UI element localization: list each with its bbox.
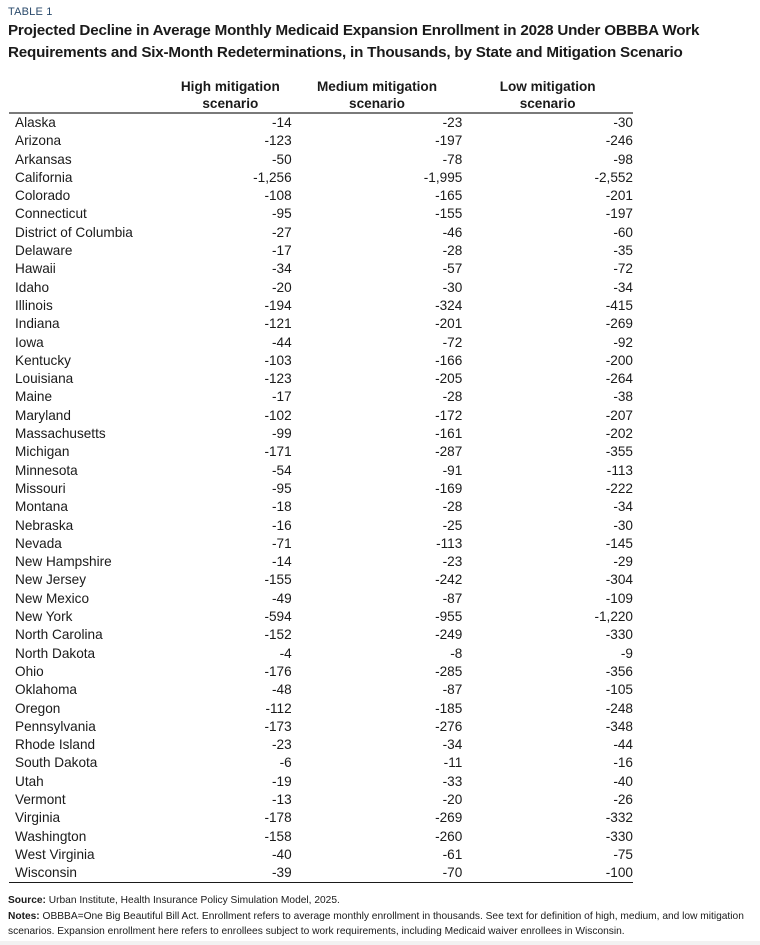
- state-name-cell: Montana: [15, 499, 68, 515]
- state-name-cell: Maine: [15, 389, 53, 405]
- low-mitigation-cell: -2,552: [594, 169, 633, 185]
- high-mitigation-cell: -121: [264, 316, 292, 332]
- medium-mitigation-cell: -166: [435, 352, 463, 368]
- table-row: [9, 370, 633, 388]
- low-mitigation-cell: -72: [613, 261, 633, 277]
- table-row: [9, 315, 633, 333]
- high-mitigation-cell: -48: [272, 682, 292, 698]
- medium-mitigation-cell: -23: [442, 115, 463, 130]
- low-mitigation-cell: -100: [462, 864, 633, 883]
- table-row: [9, 718, 633, 736]
- table-row: [9, 846, 633, 864]
- low-mitigation-cell: -60: [613, 224, 633, 240]
- notes-label: Notes:: [8, 910, 40, 922]
- table-row: [9, 334, 633, 352]
- medium-mitigation-cell: -28: [442, 243, 463, 259]
- state-name-cell: Arkansas: [15, 151, 72, 167]
- table-title: Projected Decline in Average Monthly Medicaid Expansion Enrollment in 2028 Under OBBBA Work Requirements and Six-Month Redeterminations, in Thousands, by State and Mitigation Scenario: [8, 22, 700, 61]
- page-bottom-band: [0, 941, 760, 945]
- table-row: [9, 480, 633, 498]
- high-mitigation-cell: -171: [264, 444, 292, 460]
- low-mitigation-cell: -207: [605, 407, 633, 423]
- data-table: [9, 78, 633, 883]
- notes: [8, 909, 758, 940]
- high-mitigation-cell: -54: [272, 462, 292, 478]
- medium-mitigation-cell: -8: [450, 645, 463, 661]
- state-name-cell: Illinois: [15, 297, 53, 313]
- low-mitigation-cell: -16: [613, 755, 633, 771]
- low-mitigation-cell: -269: [605, 316, 633, 332]
- source-text: Urban Institute, Health Insurance Policy Simulation Model, 2025.: [45, 895, 340, 906]
- medium-mitigation-cell: -20: [442, 791, 463, 807]
- table-row: [9, 425, 633, 443]
- high-mitigation-cell: -50: [272, 151, 292, 167]
- column-header-high: [169, 78, 292, 113]
- state-name-cell: Minnesota: [15, 462, 78, 478]
- high-mitigation-cell: -102: [264, 407, 292, 423]
- table-footer: [8, 893, 758, 940]
- table-row: [9, 809, 633, 827]
- table-row: [9, 571, 633, 589]
- low-mitigation-cell: -30: [613, 517, 633, 533]
- medium-mitigation-cell: -113: [436, 535, 463, 551]
- medium-mitigation-cell: -285: [435, 663, 463, 679]
- state-name-cell: North Dakota: [15, 645, 96, 661]
- low-mitigation-cell: -40: [613, 773, 633, 789]
- low-mitigation-cell: -75: [613, 846, 633, 862]
- state-name-cell: New Mexico: [15, 590, 90, 606]
- high-mitigation-cell: -173: [264, 718, 292, 734]
- low-mitigation-cell: -38: [613, 389, 633, 405]
- table-row: [9, 407, 633, 425]
- high-mitigation-cell: -19: [272, 773, 292, 789]
- high-mitigation-cell: -14: [272, 554, 292, 570]
- low-mitigation-cell: -34: [613, 499, 633, 515]
- table-row: [9, 553, 633, 571]
- high-mitigation-cell: -178: [264, 810, 292, 826]
- high-mitigation-cell: -23: [272, 737, 292, 753]
- low-mitigation-cell: -9: [620, 645, 633, 661]
- medium-mitigation-cell: -324: [435, 297, 463, 313]
- state-name-cell: North Carolina: [15, 627, 103, 643]
- medium-mitigation-cell: -72: [442, 334, 463, 350]
- low-mitigation-cell: -145: [605, 535, 633, 551]
- column-header-medium-line1: Medium mitigation: [316, 79, 438, 94]
- table-row: [9, 151, 633, 169]
- high-mitigation-cell: -27: [272, 224, 292, 240]
- low-mitigation-cell: -34: [613, 279, 633, 295]
- high-mitigation-cell: -71: [272, 535, 292, 551]
- high-mitigation-cell: -123: [264, 133, 292, 149]
- medium-mitigation-cell: -205: [435, 371, 463, 387]
- high-mitigation-cell: -158: [264, 828, 292, 844]
- low-mitigation-cell: -304: [605, 572, 633, 588]
- high-mitigation-cell: -16: [272, 517, 292, 533]
- medium-mitigation-cell: -197: [435, 133, 463, 149]
- table-row: [9, 498, 633, 516]
- low-mitigation-cell: -109: [605, 590, 633, 606]
- high-mitigation-cell: -194: [264, 297, 292, 313]
- low-mitigation-cell: -415: [605, 297, 633, 313]
- state-name-cell: Pennsylvania: [15, 718, 96, 734]
- state-name-cell: California: [15, 169, 73, 185]
- medium-mitigation-cell: -161: [435, 426, 463, 442]
- medium-mitigation-cell: -155: [435, 206, 463, 222]
- medium-mitigation-cell: -11: [443, 755, 463, 771]
- table-row: [9, 113, 633, 132]
- high-mitigation-cell: -34: [272, 261, 292, 277]
- medium-mitigation-cell: -242: [435, 572, 463, 588]
- high-mitigation-cell: -103: [264, 352, 292, 368]
- state-name-cell: Nevada: [15, 535, 62, 551]
- state-name-cell: Colorado: [15, 188, 71, 204]
- source-note: [8, 893, 758, 909]
- medium-mitigation-cell: -260: [435, 828, 463, 844]
- state-name-cell: Iowa: [15, 334, 44, 350]
- state-name-cell: Oregon: [15, 700, 61, 716]
- state-name-cell: Wisconsin: [9, 864, 169, 883]
- column-header-low: [462, 78, 633, 113]
- low-mitigation-cell: -332: [605, 810, 633, 826]
- state-name-cell: South Dakota: [15, 755, 98, 771]
- state-name-cell: Idaho: [15, 279, 50, 295]
- low-mitigation-cell: -246: [605, 133, 633, 149]
- low-mitigation-cell: -201: [605, 188, 633, 204]
- table-row: [9, 864, 633, 883]
- table-row: [9, 645, 633, 663]
- high-mitigation-cell: -95: [272, 206, 292, 222]
- state-name-cell: Louisiana: [15, 371, 74, 387]
- medium-mitigation-cell: -165: [435, 188, 463, 204]
- state-name-cell: Oklahoma: [15, 682, 77, 698]
- table-row: [9, 260, 633, 278]
- table-row: [9, 791, 633, 809]
- high-mitigation-cell: -112: [265, 700, 292, 716]
- medium-mitigation-cell: -57: [442, 261, 463, 277]
- table-row: [9, 773, 633, 791]
- medium-mitigation-cell: -269: [435, 810, 463, 826]
- medium-mitigation-cell: -1,995: [423, 169, 463, 185]
- low-mitigation-cell: -200: [605, 352, 633, 368]
- state-name-cell: Washington: [15, 828, 87, 844]
- state-name-cell: West Virginia: [15, 846, 95, 862]
- high-mitigation-cell: -17: [272, 389, 292, 405]
- state-name-cell: Missouri: [15, 480, 66, 496]
- table-row: [9, 681, 633, 699]
- low-mitigation-cell: -348: [605, 718, 633, 734]
- low-mitigation-cell: -30: [613, 115, 633, 130]
- state-name-cell: Connecticut: [15, 206, 87, 222]
- low-mitigation-cell: -264: [605, 371, 633, 387]
- table-row: [9, 754, 633, 772]
- high-mitigation-cell: -152: [264, 627, 292, 643]
- medium-mitigation-cell: -172: [435, 407, 463, 423]
- table-row: [9, 132, 633, 150]
- medium-mitigation-cell: -169: [435, 480, 463, 496]
- state-name-cell: Hawaii: [15, 261, 56, 277]
- low-mitigation-cell: -44: [613, 737, 633, 753]
- state-name-cell: Massachusetts: [15, 426, 106, 442]
- medium-mitigation-cell: -34: [442, 737, 463, 753]
- medium-mitigation-cell: -201: [435, 316, 463, 332]
- low-mitigation-cell: -202: [605, 426, 633, 442]
- notes-text: OBBBA=One Big Beautiful Bill Act. Enrollment refers to average monthly enrollment in thousands. See text for definition of high, medium, and low mitigation scenarios. Expansion enrollment here refers to enrollees subject to work requirements, including Medicaid waiver enrollees in Wisconsin.: [8, 910, 744, 937]
- medium-mitigation-cell: -276: [435, 718, 463, 734]
- table-row: [9, 535, 633, 553]
- medium-mitigation-cell: -955: [435, 609, 463, 625]
- low-mitigation-cell: -105: [605, 682, 633, 698]
- medium-mitigation-cell: -33: [442, 773, 463, 789]
- column-header-low-line2: scenario: [519, 96, 576, 111]
- low-mitigation-cell: -113: [606, 462, 633, 478]
- medium-mitigation-cell: -46: [442, 224, 463, 240]
- table-row: [9, 608, 633, 626]
- high-mitigation-cell: -49: [272, 590, 292, 606]
- column-header-high-line2: scenario: [202, 96, 259, 111]
- column-header-state: [9, 78, 169, 113]
- high-mitigation-cell: -108: [264, 188, 292, 204]
- state-name-cell: Delaware: [15, 243, 73, 259]
- table-row: [9, 517, 633, 535]
- high-mitigation-cell: -13: [272, 791, 292, 807]
- high-mitigation-cell: -40: [272, 846, 292, 862]
- medium-mitigation-cell: -87: [442, 682, 463, 698]
- table-row: [9, 736, 633, 754]
- table-row: [9, 297, 633, 315]
- low-mitigation-cell: -330: [605, 627, 633, 643]
- low-mitigation-cell: -29: [613, 554, 633, 570]
- table-row: [9, 663, 633, 681]
- state-name-cell: Kentucky: [15, 352, 71, 368]
- low-mitigation-cell: -222: [605, 480, 633, 496]
- state-name-cell: Arizona: [15, 133, 62, 149]
- table-row: [9, 224, 633, 242]
- high-mitigation-cell: -594: [264, 609, 292, 625]
- table-row: [9, 352, 633, 370]
- state-name-cell: Maryland: [15, 407, 71, 423]
- table-row: [9, 443, 633, 461]
- medium-mitigation-cell: -249: [435, 627, 463, 643]
- table-row: [9, 187, 633, 205]
- state-name-cell: Virginia: [15, 810, 61, 826]
- low-mitigation-cell: -330: [605, 828, 633, 844]
- state-name-cell: Ohio: [15, 663, 44, 679]
- state-name-cell: Nebraska: [15, 517, 74, 533]
- high-mitigation-cell: -155: [264, 572, 292, 588]
- table-row: [9, 388, 633, 406]
- low-mitigation-cell: -35: [613, 243, 633, 259]
- medium-mitigation-cell: -287: [435, 444, 463, 460]
- table-row: [9, 169, 633, 187]
- low-mitigation-cell: -1,220: [594, 609, 633, 625]
- column-header-high-line1: High mitigation: [180, 79, 280, 94]
- table-row: [9, 205, 633, 223]
- state-name-cell: Utah: [15, 773, 44, 789]
- table-row: [9, 590, 633, 608]
- high-mitigation-cell: -1,256: [253, 169, 292, 185]
- low-mitigation-cell: -98: [613, 151, 633, 167]
- medium-mitigation-cell: -28: [442, 499, 463, 515]
- medium-mitigation-cell: -61: [442, 846, 463, 862]
- table-label: TABLE 1: [8, 6, 53, 18]
- high-mitigation-cell: -123: [264, 371, 292, 387]
- medium-mitigation-cell: -28: [442, 389, 463, 405]
- state-name-cell: Alaska: [15, 115, 56, 130]
- table-row: [9, 626, 633, 644]
- high-mitigation-cell: -176: [264, 663, 292, 679]
- high-mitigation-cell: -20: [272, 279, 292, 295]
- state-name-cell: Rhode Island: [15, 737, 96, 753]
- medium-mitigation-cell: -87: [442, 590, 463, 606]
- table-row: [9, 462, 633, 480]
- medium-mitigation-cell: -25: [442, 517, 463, 533]
- state-name-cell: Vermont: [15, 791, 66, 807]
- medium-mitigation-cell: -185: [435, 700, 463, 716]
- table-body: [9, 113, 633, 883]
- medium-mitigation-cell: -78: [442, 151, 463, 167]
- high-mitigation-cell: -4: [279, 645, 292, 661]
- table-row: [9, 242, 633, 260]
- low-mitigation-cell: -197: [605, 206, 633, 222]
- high-mitigation-cell: -6: [279, 755, 292, 771]
- high-mitigation-cell: -44: [272, 334, 292, 350]
- low-mitigation-cell: -26: [613, 791, 633, 807]
- medium-mitigation-cell: -30: [442, 279, 463, 295]
- medium-mitigation-cell: -91: [442, 462, 463, 478]
- column-header-medium: [292, 78, 463, 113]
- column-header-low-line1: Low mitigation: [499, 79, 596, 94]
- low-mitigation-cell: -248: [605, 700, 633, 716]
- high-mitigation-cell: -95: [272, 480, 292, 496]
- low-mitigation-cell: -92: [613, 334, 633, 350]
- state-name-cell: New Jersey: [15, 572, 87, 588]
- high-mitigation-cell: -18: [272, 499, 292, 515]
- state-name-cell: District of Columbia: [15, 224, 133, 240]
- state-name-cell: Michigan: [15, 444, 70, 460]
- table-row: [9, 828, 633, 846]
- high-mitigation-cell: -39: [169, 864, 292, 883]
- state-name-cell: New York: [15, 609, 73, 625]
- table-row: [9, 279, 633, 297]
- low-mitigation-cell: -355: [605, 444, 633, 460]
- high-mitigation-cell: -17: [272, 243, 292, 259]
- high-mitigation-cell: -14: [272, 115, 292, 130]
- state-name-cell: New Hampshire: [15, 554, 112, 570]
- low-mitigation-cell: -356: [605, 663, 633, 679]
- source-label: Source:: [8, 895, 46, 906]
- medium-mitigation-cell: -70: [292, 864, 463, 883]
- medium-mitigation-cell: -23: [442, 554, 463, 570]
- state-name-cell: Indiana: [15, 316, 60, 332]
- table-row: [9, 700, 633, 718]
- high-mitigation-cell: -99: [272, 426, 292, 442]
- column-header-medium-line2: scenario: [349, 96, 405, 111]
- header-row: [9, 78, 633, 113]
